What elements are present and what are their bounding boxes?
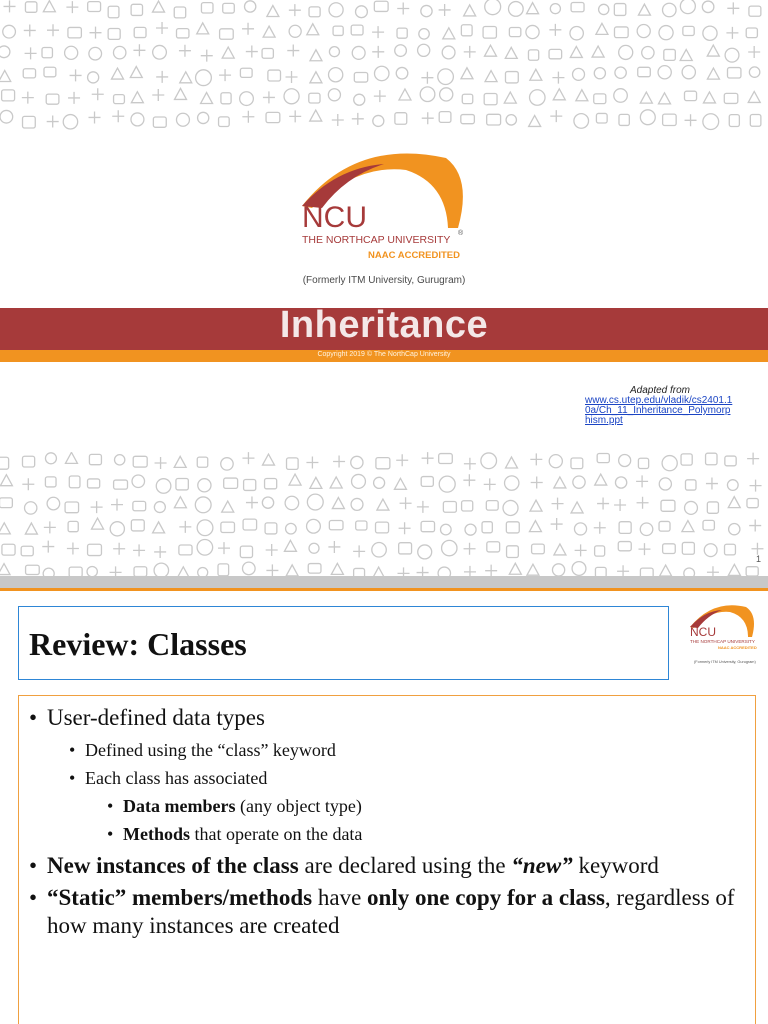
bullet-user-defined-types: • User-defined data types <box>29 704 749 732</box>
content-box <box>18 695 756 1024</box>
small-logo-naac-text: NAAC ACCREDITED <box>718 645 757 650</box>
decorative-icon-pattern-bottom <box>0 452 768 576</box>
ncu-logo-small <box>688 603 758 673</box>
logo-naac-text: NAAC ACCREDITED <box>368 250 461 261</box>
decorative-icon-pattern-top <box>0 0 768 140</box>
slide-title: Inheritance <box>279 304 489 346</box>
logo-university-text: THE NORTHCAP UNIVERSITY <box>302 234 451 246</box>
adapted-from-note <box>585 386 735 426</box>
small-logo-ncu-text: NCU <box>690 625 716 639</box>
slide-number: 1 <box>756 554 762 564</box>
bullet-class-keyword: • Defined using the “class” keyword <box>29 736 749 764</box>
bullet-methods: • Methods that operate on the data <box>29 820 749 848</box>
source-link[interactable]: www.cs.utep.edu/vladik/cs2401.10a/Ch_11_Inheritance_Polymorphism.ppt <box>585 395 733 426</box>
registered-mark: ® <box>458 230 464 237</box>
bullet-static-members: • “Static” members/methods have only one copy for a class, regardless of how many instances are created <box>29 884 749 940</box>
bullet-class-associated: • Each class has associated <box>29 764 749 792</box>
formerly-name-text: (Formerly ITM University, Gurugram) <box>302 275 466 286</box>
content-slide <box>0 591 768 1024</box>
title-box <box>18 606 669 680</box>
adapted-label: Adapted from <box>629 385 691 396</box>
small-logo-formerly-text: (Formerly ITM University, Gurugram) <box>694 660 756 664</box>
bullet-list <box>29 704 749 944</box>
logo-ncu-text: NCU <box>302 201 367 234</box>
slide2-title: Review: Classes <box>29 626 247 662</box>
bullet-data-members: • Data members (any object type) <box>29 792 749 820</box>
bullet-new-instances: • New instances of the class are declared using the “new” keyword <box>29 852 749 880</box>
small-logo-university-text: THE NORTHCAP UNIVERSITY <box>690 639 755 644</box>
copyright-text: Copyright 2019 © The NorthCap University <box>317 351 451 358</box>
